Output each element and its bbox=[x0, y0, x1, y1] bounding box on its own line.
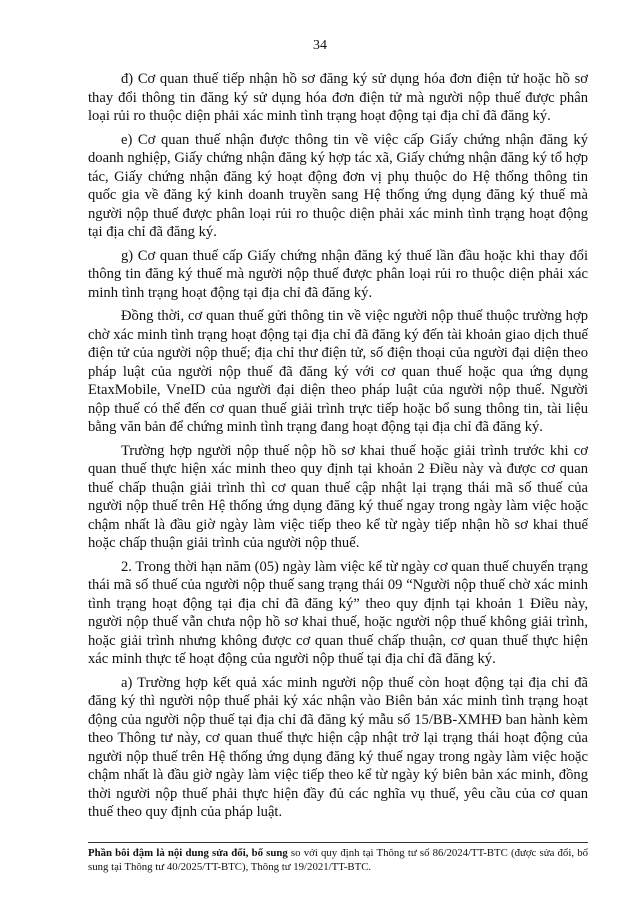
footer-regular-text: so với quy định tại Thông tư số 86/2024/TT-BTC (được sửa đổi, bổ sung tại Thông tư 40/2025/TT-BTC), Thông tư 19/2021/TT-BTC. bbox=[88, 847, 588, 873]
body-text bbox=[88, 70, 588, 827]
paragraph-early-filing: Trường hợp người nộp thuế nộp hồ sơ khai thuế hoặc giải trình trước khi cơ quan thuế thực hiện xác minh theo quy định tại khoản 2 Điều này và được cơ quan thuế chấp thuận giải trình thì cơ quan thuế cập nhật lại trạng thái mã số thuế của người nộp thuế trên Hệ thống ứng dụng đăng ký thuế ngay trong ngày làm việc hoặc chậm nhất là đầu giờ ngày làm việc tiếp theo kể từ ngày tiếp nhận hồ sơ khai thuế hoặc chấp thuận giải trình của người nộp thuế. bbox=[88, 442, 588, 551]
paragraph-clause-2: 2. Trong thời hạn năm (05) ngày làm việc kể từ ngày cơ quan thuế chuyển trạng thái mã số thuế của người nộp thuế sang trạng thái 09 “Người nộp thuế chờ xác minh tình trạng hoạt động tại địa chỉ đã đăng ký” theo quy định tại khoản 1 Điều này, người nộp thuế vẫn chưa nộp hồ sơ khai thuế, hoặc người nộp thuế không giải trình, hoặc giải trình nhưng không được cơ quan thuế chấp thuận, cơ quan thuế thực hiện xác minh thực tế hoạt động của người nộp thuế tại địa chỉ đã đăng ký. bbox=[88, 558, 588, 667]
page-number: 34 bbox=[313, 38, 327, 53]
paragraph-e: e) Cơ quan thuế nhận được thông tin về việc cấp Giấy chứng nhận đăng ký doanh nghiệp, Giấy chứng nhận đăng ký hợp tác xã, Giấy chứng nhận đăng ký tổ hợp tác, Giấy chứng nhận đăng ký hoạt động đơn vị phụ thuộc do Hệ thống thông tin quốc gia về đăng ký kinh doanh truyền sang Hệ thống ứng dụng đăng ký thuế mà người nộp thuế được phân loại rủi ro thuộc diện phải xác minh tình trạng hoạt động tại địa chỉ đã đăng ký. bbox=[88, 131, 588, 240]
footer-bold-text: Phần bôi đậm là nội dung sửa đổi, bổ sung bbox=[88, 847, 288, 859]
paragraph-d: đ) Cơ quan thuế tiếp nhận hồ sơ đăng ký sử dụng hóa đơn điện tử hoặc hồ sơ thay đổi thông tin đăng ký sử dụng hóa đơn điện tử mà người nộp thuế được phân loại rủi ro thuộc diện phải xác minh tình trạng hoạt động tại địa chỉ đã đăng ký. bbox=[88, 71, 588, 124]
paragraph-g: g) Cơ quan thuế cấp Giấy chứng nhận đăng ký thuế lần đầu hoặc khi thay đổi thông tin đăng ký thuế mà người nộp thuế được phân loại rủi ro thuộc diện phải xác minh tình trạng hoạt động tại địa chỉ đã đăng ký. bbox=[88, 247, 588, 301]
footer-note bbox=[88, 846, 588, 874]
footer-divider bbox=[88, 842, 588, 843]
paragraph-clause-2a: a) Trường hợp kết quả xác minh người nộp thuế còn hoạt động tại địa chỉ đã đăng ký thì người nộp thuế phải ký xác nhận vào Biên bản xác minh tình trạng hoạt động của người nộp thuế tại địa chỉ đã đăng ký mẫu số 15/BB-XMHĐ ban hành kèm theo Thông tư này, cơ quan thuế thực hiện cập nhật trở lại trạng thái hoạt động của người nộp thuế trên Hệ thống ứng dụng đăng ký thuế ngay trong ngày làm việc hoặc chậm nhất là đầu giờ ngày làm việc tiếp theo kể từ ngày ký biên bản xác minh, đồng thời người nộp thuế phải thực hiện đầy đủ các nghĩa vụ thuế, yêu cầu của cơ quan thuế theo quy định của pháp luật. bbox=[88, 674, 588, 820]
paragraph-notification: Đồng thời, cơ quan thuế gửi thông tin về việc người nộp thuế thuộc trường hợp chờ xác minh tình trạng hoạt động tại địa chỉ đã đăng ký đến tài khoản giao dịch thuế điện tử của người nộp thuế; địa chỉ thư điện tử, số điện thoại của người đại diện theo pháp luật của người nộp thuế đã đăng ký với cơ quan thuế hoặc qua ứng dụng EtaxMobile, VneID của người đại diện theo pháp luật của người nộp thuế. Người nộp thuế có thể đến cơ quan thuế giải trình trực tiếp hoặc bổ sung thông tin, tài liệu bằng văn bản để chứng minh tình trạng đang hoạt động tại địa chỉ đã đăng ký. bbox=[88, 308, 588, 435]
